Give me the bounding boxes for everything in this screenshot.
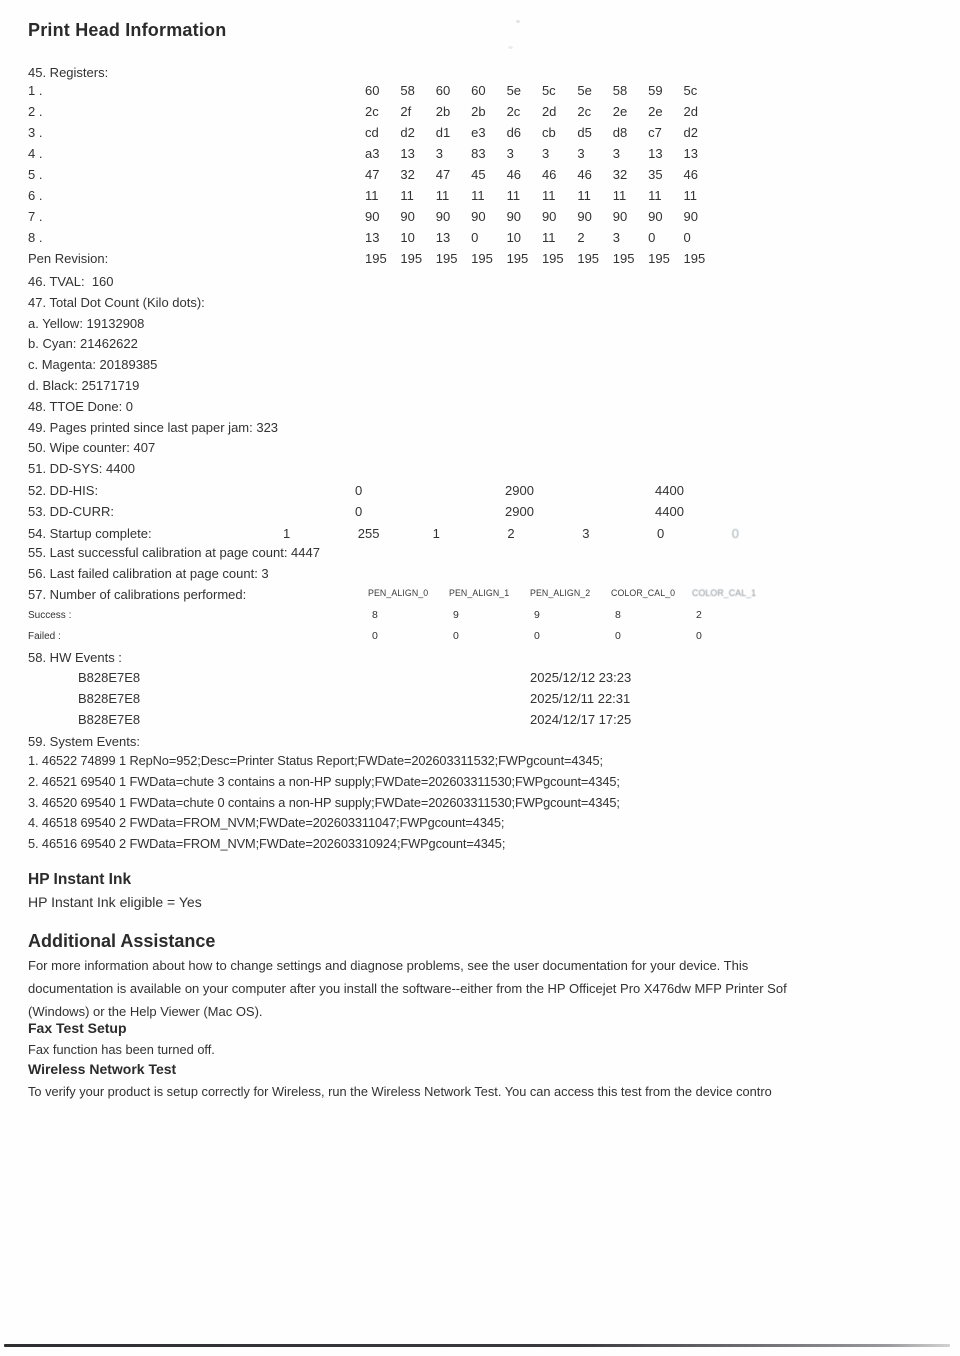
register-value: 11 (435, 188, 450, 203)
register-value: 46 (506, 167, 522, 182)
register-value: 13 (683, 146, 698, 161)
additional-assistance-line: (Windows) or the Help Viewer (Mac OS). (28, 1004, 263, 1019)
system-event-line: 3. 46520 69540 1 FWData=chute 0 contains a non-HP supply;FWDate=202603311530;FWPgcount=4345; (28, 794, 620, 810)
calibration-column-header: COLOR_CAL_0 (611, 588, 676, 598)
register-value: 195 (541, 251, 564, 266)
register-value: 195 (471, 251, 493, 266)
register-value: 10 (506, 230, 522, 245)
register-value: 2b (471, 104, 486, 119)
register-row-values (365, 227, 719, 248)
counters-list (28, 272, 828, 480)
calibration-success-label: Success : (28, 610, 72, 621)
dd-row (0, 481, 960, 502)
register-value: 2c (506, 104, 521, 119)
register-value: 11 (400, 188, 414, 203)
counter-line: a. Yellow: 19132908 (28, 315, 145, 331)
hw-events-list (0, 668, 960, 730)
hw-event-row (0, 710, 960, 731)
dd-row-values (355, 481, 805, 502)
register-value: 3 (577, 146, 585, 161)
register-value: a3 (365, 146, 380, 161)
system-events-list (28, 751, 908, 855)
system-event-line: 1. 46522 74899 1 RepNo=952;Desc=Printer Status Report;FWDate=202603311532;FWPgcount=4345; (28, 753, 603, 768)
calibration-column-header: PEN_ALIGN_2 (530, 588, 591, 598)
dd-row-label: 52. DD-HIS: (28, 483, 99, 498)
register-value: 11 (612, 188, 627, 203)
print-head-information-title: Print Head Information (28, 20, 227, 40)
register-value: 32 (612, 167, 628, 182)
calibration-summary-lines (28, 543, 320, 584)
wireless-network-test-heading: Wireless Network Test (28, 1061, 177, 1077)
counter-line: 49. Pages printed since last paper jam: 323 (28, 419, 279, 435)
register-row (0, 101, 960, 122)
register-value: 46 (683, 167, 698, 182)
register-value: 90 (506, 209, 522, 224)
registers-table (0, 80, 960, 269)
startup-value: 2 (507, 526, 515, 541)
register-value: 2c (577, 104, 592, 119)
register-value: 83 (471, 146, 486, 161)
register-value: 3 (435, 146, 444, 161)
register-value: 195 (506, 251, 529, 266)
hp-instant-ink-eligible-line: HP Instant Ink eligible = Yes (28, 894, 202, 910)
dd-value: 4400 (655, 483, 684, 498)
register-value: 11 (648, 188, 662, 203)
register-row-label: 2 . (28, 104, 43, 119)
register-value: 11 (577, 188, 591, 203)
register-value: 59 (648, 83, 663, 98)
register-value: 90 (683, 209, 698, 224)
register-value: 2e (612, 104, 628, 119)
register-row-values (365, 185, 719, 206)
register-value: 195 (612, 251, 635, 266)
register-value: 60 (435, 83, 451, 98)
register-value: d2 (683, 125, 698, 140)
dd-row (0, 502, 960, 523)
register-row-label: 8 . (28, 230, 43, 245)
calibration-success-value: 8 (372, 609, 378, 621)
register-value: 35 (648, 167, 663, 182)
calibration-failed-value: 0 (372, 630, 378, 642)
scan-speck (508, 46, 513, 49)
counter-line: d. Black: 25171719 (28, 377, 140, 393)
register-value: 58 (612, 83, 628, 98)
register-value: 195 (648, 251, 670, 266)
register-value: 2 (577, 230, 585, 245)
counter-line: 46. TVAL: 160 (28, 274, 114, 289)
register-value: 5c (683, 83, 698, 98)
fax-test-setup-line: Fax function has been turned off. (28, 1042, 215, 1057)
register-value: 11 (365, 188, 379, 203)
hw-event-code: B828E7E8 (78, 670, 141, 685)
register-row-values (365, 143, 719, 164)
register-row (0, 122, 960, 143)
register-value: 11 (506, 188, 521, 203)
register-value: 90 (648, 209, 663, 224)
counter-line: 47. Total Dot Count (Kilo dots): (28, 294, 205, 310)
register-value: 2d (683, 104, 698, 119)
register-row-label: 1 . (28, 83, 43, 98)
register-value: 47 (365, 167, 380, 182)
hw-event-row (0, 668, 960, 689)
hp-instant-ink-heading: HP Instant Ink (28, 871, 132, 888)
register-value: d8 (612, 125, 628, 140)
register-value: 2e (648, 104, 663, 119)
system-event-line: 4. 46518 69540 2 FWData=FROM_NVM;FWDate=202603311047;FWPgcount=4345; (28, 815, 505, 831)
register-value: 90 (365, 209, 380, 224)
register-value: d6 (506, 125, 522, 140)
register-value: 2c (365, 104, 379, 119)
dd-value: 0 (355, 483, 363, 498)
register-value: e3 (471, 125, 486, 140)
register-value: 58 (400, 83, 415, 98)
counter-line: 50. Wipe counter: 407 (28, 440, 156, 456)
register-value: 3 (612, 146, 620, 161)
calibration-column-header: PEN_ALIGN_0 (368, 588, 429, 598)
startup-value: 0 (731, 526, 740, 541)
register-row (0, 185, 960, 206)
register-row (0, 164, 960, 185)
register-value: 2b (435, 104, 451, 119)
registers-label: 45. Registers: (28, 65, 109, 80)
startup-value: 3 (582, 526, 590, 541)
calibrations-performed-label: 57. Number of calibrations performed: (28, 587, 247, 602)
fax-test-setup-heading: Fax Test Setup (28, 1020, 127, 1036)
additional-assistance-line: documentation is available on your computer after you install the software--either from the HP Officejet Pro X476dw MFP Printer Sof (28, 981, 787, 996)
system-events-label: 59. System Events: (28, 734, 140, 749)
calibration-failed-value: 0 (696, 630, 702, 642)
register-value: 195 (365, 251, 387, 266)
counter-line: b. Cyan: 21462622 (28, 336, 138, 352)
startup-value: 0 (656, 526, 665, 541)
register-value: 11 (471, 188, 485, 203)
scan-speck (516, 20, 520, 23)
calibration-failed-values (372, 626, 777, 647)
register-value: 0 (648, 230, 656, 245)
register-value: 5e (506, 83, 522, 98)
calibration-column-header: COLOR_CAL_1 (692, 588, 757, 598)
register-row-label: 5 . (28, 167, 43, 182)
register-value: 90 (471, 209, 486, 224)
register-row-label: 7 . (28, 209, 43, 224)
counter-line: c. Magenta: 20189385 (28, 357, 158, 373)
system-event-line: 2. 46521 69540 1 FWData=chute 3 contains a non-HP supply;FWDate=202603311530;FWPgcount=4345; (28, 773, 620, 789)
register-value: 46 (541, 167, 557, 182)
register-value: d5 (577, 125, 592, 140)
register-value: c7 (648, 125, 662, 140)
startup-complete-row (0, 523, 960, 544)
wireless-network-test-line: To verify your product is setup correctly for Wireless, run the Wireless Network Test. You can access this test from the device contro (28, 1084, 772, 1099)
hw-event-timestamp: 2024/12/17 17:25 (530, 711, 632, 727)
startup-complete-label: 54. Startup complete: (28, 526, 152, 541)
calibration-failed-value: 0 (615, 630, 621, 642)
register-row (0, 206, 960, 227)
register-row (0, 80, 960, 101)
dd-value: 0 (355, 503, 363, 519)
hw-event-timestamp: 2025/12/12 23:23 (530, 670, 632, 685)
startup-complete-values (283, 523, 807, 544)
dd-value: 2900 (505, 483, 534, 498)
register-row (0, 143, 960, 164)
register-value: 13 (435, 230, 451, 245)
scan-page-edge-line (4, 1344, 950, 1347)
register-row-values (365, 122, 719, 143)
register-value: 195 (577, 251, 600, 266)
register-row-values (365, 80, 719, 101)
register-value: cb (541, 125, 556, 140)
system-event-line: 5. 46516 69540 2 FWData=FROM_NVM;FWDate=202603310924;FWPgcount=4345; (28, 836, 506, 852)
dd-row-values (355, 502, 805, 523)
register-value: 5e (577, 83, 592, 98)
hw-events-label: 58. HW Events : (28, 650, 122, 665)
hw-event-timestamp: 2025/12/11 22:31 (530, 690, 631, 706)
register-value: 32 (400, 167, 415, 182)
calibration-success-value: 9 (453, 609, 459, 621)
startup-value: 1 (283, 526, 291, 541)
register-value: 11 (541, 230, 556, 245)
calibration-failed-row (0, 626, 960, 647)
register-value: 195 (683, 251, 706, 266)
additional-assistance-paragraph (28, 954, 928, 1023)
register-value: 2d (541, 104, 557, 119)
register-value: 13 (648, 146, 663, 161)
additional-assistance-line: For more information about how to change settings and diagnose problems, see the user documentation for your device. This (28, 958, 749, 973)
calibration-column-headers (368, 588, 773, 598)
calibration-failed-value: 0 (534, 630, 540, 642)
register-row (0, 248, 960, 269)
register-value: 2f (400, 104, 412, 119)
register-row-values (365, 248, 719, 269)
counter-line: 48. TTOE Done: 0 (28, 398, 134, 414)
dd-value: 4400 (655, 503, 684, 519)
register-value: 195 (400, 251, 423, 266)
register-value: d1 (435, 125, 451, 140)
calibration-success-row (0, 605, 960, 626)
register-row-label: Pen Revision: (28, 251, 109, 266)
calibration-failed-label: Failed : (28, 631, 61, 642)
calibration-success-values (372, 605, 777, 626)
register-row-label: 6 . (28, 188, 43, 203)
register-value: 47 (435, 167, 451, 182)
register-value: 45 (471, 167, 486, 182)
calibration-summary-line: 56. Last failed calibration at page count: 3 (28, 565, 269, 581)
register-row-label: 3 . (28, 125, 43, 140)
calibration-success-value: 9 (534, 609, 540, 621)
register-value: 90 (577, 209, 592, 224)
calibration-success-value: 8 (615, 609, 621, 621)
hw-event-code: B828E7E8 (78, 711, 141, 727)
register-value: 195 (435, 251, 458, 266)
register-value: 60 (471, 83, 486, 98)
register-value: 5c (541, 83, 556, 98)
register-row-values (365, 206, 719, 227)
register-row (0, 227, 960, 248)
counter-line: 51. DD-SYS: 4400 (28, 461, 135, 477)
startup-value: 1 (432, 526, 440, 541)
register-row-values (365, 164, 719, 185)
register-value: 3 (541, 146, 550, 161)
register-value: 90 (612, 209, 628, 224)
hw-event-code: B828E7E8 (78, 690, 141, 706)
calibration-failed-value: 0 (453, 630, 459, 642)
register-value: 3 (612, 230, 620, 245)
register-row-values (365, 101, 719, 122)
register-value: 13 (400, 146, 415, 161)
register-value: 10 (400, 230, 415, 245)
register-value: 60 (365, 83, 380, 98)
dd-value: 2900 (505, 503, 534, 519)
register-value: 11 (541, 188, 556, 203)
calibration-summary-line: 55. Last successful calibration at page count: 4447 (28, 545, 320, 560)
register-value: 3 (506, 146, 514, 161)
dd-table (0, 481, 960, 523)
register-value: 11 (683, 188, 698, 203)
register-value: 90 (400, 209, 415, 224)
register-row-label: 4 . (28, 146, 43, 161)
dd-row-label: 53. DD-CURR: (28, 503, 114, 519)
calibration-success-value: 2 (696, 609, 702, 621)
register-value: 90 (541, 209, 557, 224)
hw-event-row (0, 689, 960, 710)
startup-value: 255 (357, 526, 380, 541)
register-value: cd (365, 125, 379, 140)
register-value: 90 (435, 209, 451, 224)
register-value: 0 (471, 230, 479, 245)
register-value: 0 (683, 230, 691, 245)
register-value: 46 (577, 167, 592, 182)
register-value: d2 (400, 125, 415, 140)
calibration-column-header: PEN_ALIGN_1 (449, 588, 510, 598)
register-value: 13 (365, 230, 380, 245)
additional-assistance-heading: Additional Assistance (28, 931, 216, 951)
